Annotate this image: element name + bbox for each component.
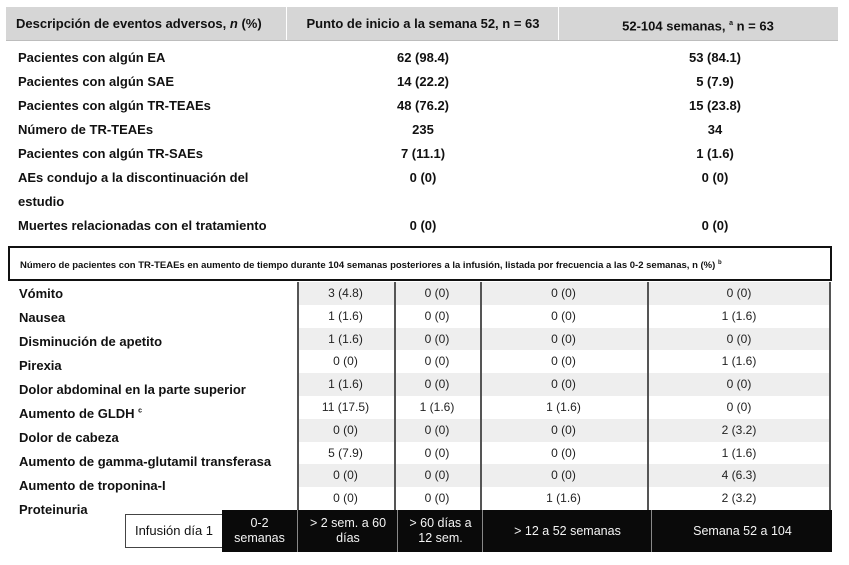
header-baseline-to-week-52: Punto de inicio a la semana 52, n = 63 bbox=[306, 16, 540, 31]
infusion-day-label: Infusión día 1 bbox=[125, 514, 223, 548]
row-value-52: 14 (22.2) bbox=[396, 74, 450, 89]
top-table-header bbox=[6, 7, 838, 41]
event-value-period-2: 0 (0) bbox=[424, 377, 450, 392]
event-row bbox=[297, 328, 831, 351]
event-value-period-4: 4 (6.3) bbox=[721, 468, 757, 483]
event-value-period-1: 0 (0) bbox=[333, 468, 358, 483]
event-label: Pirexia bbox=[19, 358, 62, 373]
event-value-period-2: 0 (0) bbox=[424, 491, 450, 506]
row-value-52: 0 (0) bbox=[409, 218, 437, 233]
event-row bbox=[297, 305, 831, 328]
event-grid bbox=[297, 282, 831, 510]
event-value-period-4: 2 (3.2) bbox=[721, 491, 757, 506]
event-value-period-2: 0 (0) bbox=[424, 445, 450, 460]
event-value-period-3: 1 (1.6) bbox=[546, 400, 581, 414]
row-value-52: 62 (98.4) bbox=[396, 50, 450, 65]
event-value-period-1: 5 (7.9) bbox=[328, 445, 363, 460]
row-label: Pacientes con algún TR-TEAEs bbox=[18, 98, 211, 113]
event-value-period-3: 0 (0) bbox=[551, 445, 576, 460]
event-value-period-2: 0 (0) bbox=[424, 468, 450, 483]
timeline-period-4: > 12 a 52 semanas bbox=[482, 510, 652, 552]
event-label: Dolor abdominal en la parte superior bbox=[19, 382, 246, 397]
row-value-104: 15 (23.8) bbox=[688, 98, 742, 113]
event-label: Dolor de cabeza bbox=[19, 430, 119, 445]
event-row bbox=[297, 464, 831, 487]
section-banner: Número de pacientes con TR-TEAEs en aumento de tiempo durante 104 semanas posteriores a la infusión, listada por frecuencia a las 0-2 semanas, n (%) $^b$ bbox=[8, 246, 832, 281]
event-value-period-4: 1 (1.6) bbox=[721, 354, 757, 369]
timeline-period-3: > 60 días a 12 sem. bbox=[397, 510, 483, 552]
event-value-period-3: 0 (0) bbox=[551, 468, 576, 483]
timeline-period-5: Semana 52 a 104 bbox=[651, 510, 833, 552]
event-row bbox=[297, 442, 831, 465]
event-label: Proteinuria bbox=[19, 502, 88, 517]
event-value-period-3: 0 (0) bbox=[551, 422, 576, 437]
event-value-period-2: 0 (0) bbox=[424, 422, 450, 437]
timeline-period-1: 0-2 semanas bbox=[234, 516, 285, 545]
row-value-52: 48 (76.2) bbox=[396, 98, 450, 113]
event-row bbox=[297, 350, 831, 373]
row-label-continuation: estudio bbox=[18, 194, 65, 209]
column-divider bbox=[394, 282, 396, 510]
event-value-period-3: 0 (0) bbox=[551, 308, 576, 323]
event-value-period-4: 0 (0) bbox=[726, 331, 752, 346]
event-label: Aumento de gamma-glutamil transferasa bbox=[19, 454, 272, 469]
event-value-period-4: 0 (0) bbox=[726, 400, 752, 414]
event-value-period-3: 1 (1.6) bbox=[546, 491, 581, 506]
header-week-52-to-104: 52-104 semanas, $^a$ n = 63 bbox=[622, 18, 774, 34]
event-value-period-4: 1 (1.6) bbox=[721, 445, 757, 460]
event-value-period-2: 1 (1.6) bbox=[419, 400, 455, 414]
event-value-period-1: 11 (17.5) bbox=[321, 400, 370, 414]
event-row bbox=[297, 396, 831, 419]
row-label: Muertes relacionadas con el tratamiento bbox=[18, 218, 267, 233]
row-value-104: 34 bbox=[707, 122, 723, 137]
event-label: Aumento de troponina-I bbox=[19, 478, 166, 493]
event-label: Aumento de GLDH $^c$ bbox=[19, 406, 143, 421]
event-value-period-1: 0 (0) bbox=[333, 491, 358, 506]
event-row bbox=[297, 373, 831, 396]
row-label: Pacientes con algún TR-SAEs bbox=[18, 146, 203, 161]
event-value-period-1: 0 (0) bbox=[333, 354, 358, 369]
event-value-period-4: 1 (1.6) bbox=[721, 308, 757, 323]
event-value-period-3: 0 (0) bbox=[551, 331, 576, 346]
row-label: Pacientes con algún SAE bbox=[18, 74, 175, 89]
header-description: Descripción de eventos adversos, n (%) bbox=[16, 16, 262, 31]
row-value-52: 7 (11.1) bbox=[400, 146, 446, 161]
row-value-104: 0 (0) bbox=[701, 218, 729, 233]
row-label: AEs condujo a la discontinuación del bbox=[18, 170, 249, 185]
event-value-period-4: 0 (0) bbox=[726, 286, 752, 300]
event-value-period-2: 0 (0) bbox=[424, 354, 450, 369]
event-value-period-4: 2 (3.2) bbox=[721, 422, 757, 437]
row-value-104: 0 (0) bbox=[701, 170, 729, 185]
event-value-period-3: 0 (0) bbox=[551, 354, 576, 369]
column-divider bbox=[829, 282, 831, 510]
event-value-period-1: 0 (0) bbox=[333, 422, 358, 437]
row-value-104: 5 (7.9) bbox=[696, 74, 734, 89]
event-value-period-2: 0 (0) bbox=[424, 286, 450, 300]
event-value-period-3: 0 (0) bbox=[551, 377, 576, 392]
row-label: Número de TR-TEAEs bbox=[18, 122, 154, 137]
column-divider bbox=[647, 282, 649, 510]
row-value-104: 53 (84.1) bbox=[688, 50, 742, 65]
event-label: Nausea bbox=[19, 310, 66, 325]
event-row bbox=[297, 419, 831, 442]
event-value-period-1: 1 (1.6) bbox=[328, 331, 363, 346]
row-label: Pacientes con algún EA bbox=[18, 50, 166, 65]
event-value-period-4: 0 (0) bbox=[726, 377, 752, 392]
event-value-period-1: 1 (1.6) bbox=[328, 377, 363, 392]
row-value-52: 0 (0) bbox=[409, 170, 437, 185]
event-value-period-2: 0 (0) bbox=[424, 308, 450, 323]
event-label: Vómito bbox=[19, 286, 64, 301]
event-value-period-3: 0 (0) bbox=[551, 286, 576, 300]
event-row bbox=[297, 282, 831, 305]
event-value-period-1: 1 (1.6) bbox=[328, 308, 363, 323]
event-value-period-1: 3 (4.8) bbox=[328, 286, 363, 300]
timeline-axis bbox=[222, 510, 832, 552]
timeline-period-2: > 2 sem. a 60 días bbox=[297, 510, 398, 552]
event-row bbox=[297, 487, 831, 510]
event-value-period-2: 0 (0) bbox=[424, 331, 450, 346]
event-label: Disminución de apetito bbox=[19, 334, 163, 349]
column-divider bbox=[480, 282, 482, 510]
column-divider bbox=[297, 282, 299, 510]
row-value-104: 1 (1.6) bbox=[696, 146, 734, 161]
row-value-52: 235 bbox=[412, 122, 434, 137]
